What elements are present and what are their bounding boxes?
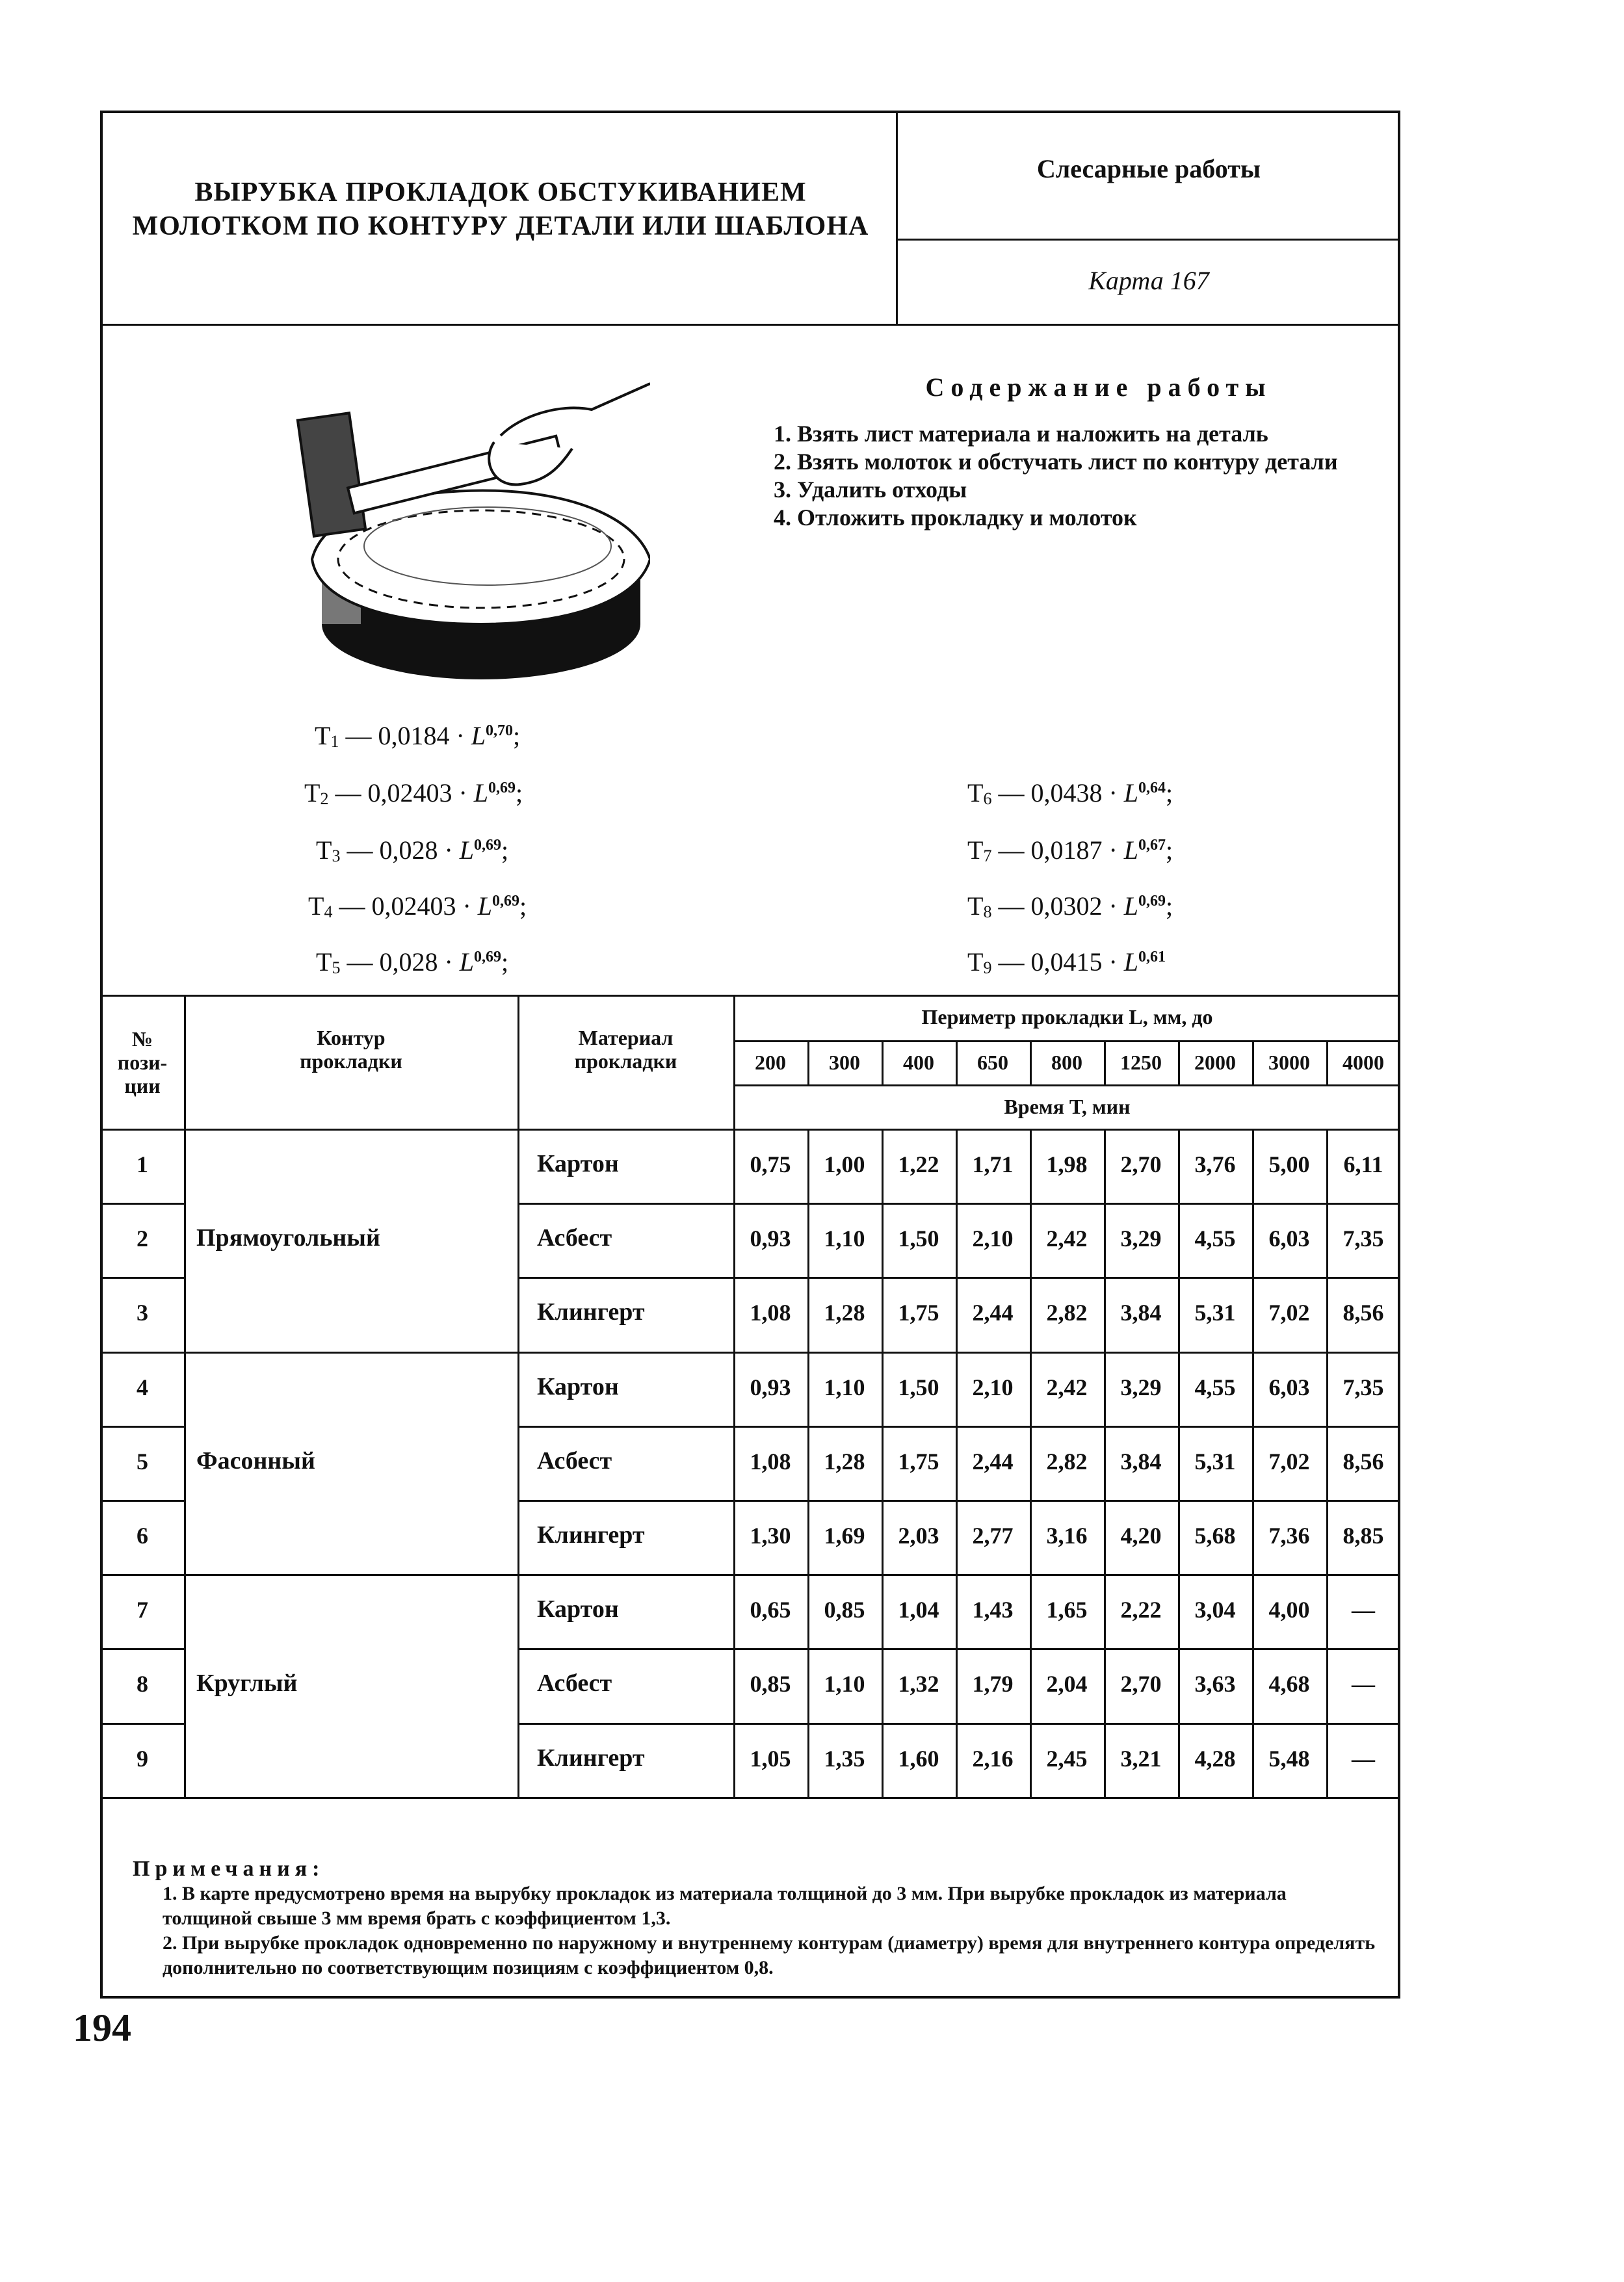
- row-material: Клингерт: [537, 1298, 645, 1326]
- col-header-material: Материал прокладки: [574, 1026, 677, 1073]
- time-value: 1,22: [898, 1151, 939, 1177]
- time-value: 2,42: [1046, 1374, 1088, 1400]
- time-value: 3,63: [1194, 1671, 1236, 1698]
- table-row-rule: [100, 1352, 1400, 1354]
- time-value: 8,56: [1342, 1448, 1384, 1475]
- work-step: 2. Взять молоток и обстучать лист по контуру детали: [774, 449, 1338, 475]
- time-value: 8,85: [1342, 1523, 1384, 1549]
- formula-t6: $T_6$ — 0,0438 · L$^{0,64}$;: [967, 778, 1173, 808]
- table-row-rule: [517, 1203, 1400, 1205]
- table-row-rule: [517, 1277, 1400, 1279]
- row-position: 5: [137, 1448, 148, 1475]
- time-value: 1,10: [824, 1671, 865, 1698]
- table-header-rule: [733, 1040, 1400, 1042]
- formula-t2: $T_2$ — 0,02403 · L$^{0,69}$;: [304, 778, 523, 808]
- time-value: 5,68: [1194, 1523, 1236, 1549]
- time-value: 4,28: [1194, 1745, 1236, 1772]
- time-value: 5,31: [1194, 1300, 1236, 1326]
- time-value: 5,31: [1194, 1448, 1236, 1475]
- row-material: Картон: [537, 1150, 619, 1177]
- time-value: 3,16: [1046, 1523, 1088, 1549]
- time-value: 4,68: [1268, 1671, 1310, 1698]
- table-row-rule: [100, 1574, 1400, 1576]
- time-value: 1,32: [898, 1671, 939, 1698]
- header-mid-rule: [896, 239, 1400, 241]
- time-value: 1,43: [972, 1597, 1014, 1623]
- time-value: 6,03: [1268, 1374, 1310, 1400]
- time-value: —: [1352, 1671, 1375, 1698]
- row-position: 6: [137, 1523, 148, 1549]
- perimeter-value: 650: [977, 1051, 1008, 1074]
- hammer-gasket-illustration: [286, 364, 650, 702]
- table-row-rule: [517, 1723, 1400, 1725]
- time-value: 3,21: [1120, 1745, 1162, 1772]
- table-top-rule: [100, 995, 1400, 997]
- time-value: 0,93: [750, 1374, 791, 1400]
- time-value: 2,03: [898, 1523, 939, 1549]
- perimeter-value: 1250: [1120, 1051, 1162, 1074]
- row-material: Картон: [537, 1595, 619, 1623]
- table-header-rule: [733, 1084, 1400, 1086]
- title-line-2: МОЛОТКОМ ПО КОНТУРУ ДЕТАЛИ ИЛИ ШАБЛОНА: [132, 211, 869, 241]
- hand-icon: [489, 384, 650, 484]
- formula-t8: $T_8$ — 0,0302 · L$^{0,69}$;: [967, 891, 1173, 921]
- time-value: 5,00: [1268, 1151, 1310, 1177]
- time-value: —: [1352, 1597, 1375, 1623]
- row-position: 3: [137, 1300, 148, 1326]
- contour-label: Прямоугольный: [196, 1224, 380, 1252]
- work-step: 4. Отложить прокладку и молоток: [774, 505, 1137, 531]
- contour-label: Круглый: [196, 1670, 298, 1698]
- row-material: Клингерт: [537, 1521, 645, 1549]
- time-value: 4,55: [1194, 1374, 1236, 1400]
- table-row-rule: [100, 1203, 185, 1205]
- notes-title: Примечания:: [133, 1857, 325, 1881]
- row-material: Асбест: [537, 1224, 612, 1252]
- table-bottom-rule: [100, 1797, 1400, 1799]
- row-position: 9: [137, 1745, 148, 1772]
- time-value: 1,79: [972, 1671, 1014, 1698]
- time-value: 3,84: [1120, 1300, 1162, 1326]
- time-value: 3,29: [1120, 1226, 1162, 1252]
- time-value: 0,85: [824, 1597, 865, 1623]
- formula-t1: $T_1$ — 0,0184 · L$^{0,70}$;: [315, 721, 521, 751]
- time-value: 7,02: [1268, 1300, 1310, 1326]
- time-value: 1,08: [750, 1300, 791, 1326]
- time-value: 1,98: [1046, 1151, 1088, 1177]
- time-value: 3,04: [1194, 1597, 1236, 1623]
- perimeter-value: 3000: [1268, 1051, 1310, 1074]
- time-value: 0,75: [750, 1151, 791, 1177]
- time-value: 0,65: [750, 1597, 791, 1623]
- row-material: Асбест: [537, 1670, 612, 1698]
- time-value: 1,35: [824, 1745, 865, 1772]
- header-bottom-rule: [100, 324, 1400, 326]
- time-value: 7,36: [1268, 1523, 1310, 1549]
- time-value: 1,28: [824, 1300, 865, 1326]
- time-value: 4,00: [1268, 1597, 1310, 1623]
- formula-t4: $T_4$ — 0,02403 · L$^{0,69}$;: [308, 891, 527, 921]
- time-value: 1,65: [1046, 1597, 1088, 1623]
- row-position: 2: [137, 1226, 148, 1252]
- time-value: 1,10: [824, 1226, 865, 1252]
- title-line-1: ВЫРУБКА ПРОКЛАДОК ОБСТУКИВАНИЕМ: [194, 177, 807, 207]
- time-value: 2,45: [1046, 1745, 1088, 1772]
- work-content-heading: Содержание работы: [925, 373, 1272, 402]
- work-steps-list: [774, 420, 1398, 532]
- notes-block: [133, 1857, 1381, 1980]
- formula-t5: $T_5$ — 0,028 · L$^{0,69}$;: [316, 947, 509, 977]
- time-value: 2,77: [972, 1523, 1014, 1549]
- formula-t3: $T_3$ — 0,028 · L$^{0,69}$;: [316, 835, 509, 865]
- perimeter-value: 800: [1051, 1051, 1082, 1074]
- time-value: 2,82: [1046, 1448, 1088, 1475]
- row-position: 7: [137, 1597, 148, 1623]
- perimeter-value: 2000: [1194, 1051, 1236, 1074]
- time-value: 2,44: [972, 1448, 1014, 1475]
- row-position: 1: [137, 1151, 148, 1177]
- time-value: 7,02: [1268, 1448, 1310, 1475]
- time-value: 1,60: [898, 1745, 939, 1772]
- time-value: 2,70: [1120, 1671, 1162, 1698]
- work-step: 3. Удалить отходы: [774, 477, 967, 503]
- time-value: 1,04: [898, 1597, 939, 1623]
- time-value: 1,71: [972, 1151, 1014, 1177]
- time-value: 2,44: [972, 1300, 1014, 1326]
- section-name: Слесарные работы: [1036, 154, 1261, 183]
- time-value: 7,35: [1342, 1226, 1384, 1252]
- formula-t9: $T_9$ — 0,0415 · L$^{0,61}$: [967, 947, 1166, 977]
- table-row-rule: [100, 1277, 185, 1279]
- time-value: 1,75: [898, 1448, 939, 1475]
- col-header-perimeter: Периметр прокладки L, мм, до: [921, 1005, 1213, 1029]
- contour-label: Фасонный: [196, 1447, 315, 1475]
- time-value: 4,20: [1120, 1523, 1162, 1549]
- time-value: 1,10: [824, 1374, 865, 1400]
- note-2: 2. При вырубке прокладок одновременно по наружному и внутреннему контурам (диаметру) время для внутреннего контура определять дополнительно по соответствующим позициям с коэффициентом 0,8.: [163, 1932, 1376, 1978]
- time-value: 1,08: [750, 1448, 791, 1475]
- table-row-rule: [100, 1426, 185, 1428]
- time-value: 0,85: [750, 1671, 791, 1698]
- col-header-position: № пози- ции: [117, 1027, 168, 1097]
- time-value: 1,50: [898, 1374, 939, 1400]
- perimeter-value: 4000: [1342, 1051, 1384, 1074]
- col-header-time: Время T, мин: [1004, 1095, 1131, 1118]
- time-value: 6,03: [1268, 1226, 1310, 1252]
- time-value: 3,84: [1120, 1448, 1162, 1475]
- col-header-contour: Контур прокладки: [300, 1026, 402, 1073]
- time-value: 5,48: [1268, 1745, 1310, 1772]
- time-value: 2,10: [972, 1226, 1014, 1252]
- card-number: Карта 167: [1088, 266, 1209, 295]
- time-value: 2,04: [1046, 1671, 1088, 1698]
- time-value: 1,50: [898, 1226, 939, 1252]
- time-value: 1,30: [750, 1523, 791, 1549]
- row-position: 4: [137, 1374, 148, 1400]
- time-value: 1,75: [898, 1300, 939, 1326]
- row-material: Картон: [537, 1372, 619, 1400]
- formula-t7: $T_7$ — 0,0187 · L$^{0,67}$;: [967, 835, 1173, 865]
- time-value: 7,35: [1342, 1374, 1384, 1400]
- table-row-rule: [517, 1648, 1400, 1650]
- time-value: 0,93: [750, 1226, 791, 1252]
- perimeter-value: 200: [755, 1051, 786, 1074]
- perimeter-value: 300: [829, 1051, 860, 1074]
- table-row-rule: [100, 1723, 185, 1725]
- note-1: 1. В карте предусмотрено время на вырубку прокладок из материала толщиной до 3 мм. При вырубке прокладок из материала толщиной свыше 3 мм время брать с коэффициентом 1,3.: [163, 1883, 1287, 1929]
- table-row-rule: [100, 1500, 185, 1502]
- work-step: 1. Взять лист материала и наложить на деталь: [774, 421, 1268, 447]
- time-value: 2,22: [1120, 1597, 1162, 1623]
- time-value: 3,76: [1194, 1151, 1236, 1177]
- time-value: 4,55: [1194, 1226, 1236, 1252]
- row-material: Клингерт: [537, 1744, 645, 1772]
- time-value: 2,70: [1120, 1151, 1162, 1177]
- table-row-rule: [517, 1426, 1400, 1428]
- time-value: 2,16: [972, 1745, 1014, 1772]
- time-value: 1,28: [824, 1448, 865, 1475]
- time-value: 2,42: [1046, 1226, 1088, 1252]
- time-value: 1,69: [824, 1523, 865, 1549]
- table-row-rule: [100, 1648, 185, 1650]
- perimeter-value: 400: [903, 1051, 934, 1074]
- time-value: 1,05: [750, 1745, 791, 1772]
- row-position: 8: [137, 1671, 148, 1698]
- table-header-bottom-rule: [100, 1129, 1400, 1131]
- time-value: —: [1352, 1745, 1375, 1772]
- time-value: 1,00: [824, 1151, 865, 1177]
- time-value: 8,56: [1342, 1300, 1384, 1326]
- time-value: 3,29: [1120, 1374, 1162, 1400]
- time-value: 2,82: [1046, 1300, 1088, 1326]
- row-material: Асбест: [537, 1447, 612, 1475]
- page-title: [100, 176, 901, 243]
- table-row-rule: [517, 1500, 1400, 1502]
- time-value: 6,11: [1343, 1151, 1383, 1177]
- table-col-rule: [517, 995, 519, 1797]
- page-number: 194: [73, 2006, 131, 2049]
- time-value: 2,10: [972, 1374, 1014, 1400]
